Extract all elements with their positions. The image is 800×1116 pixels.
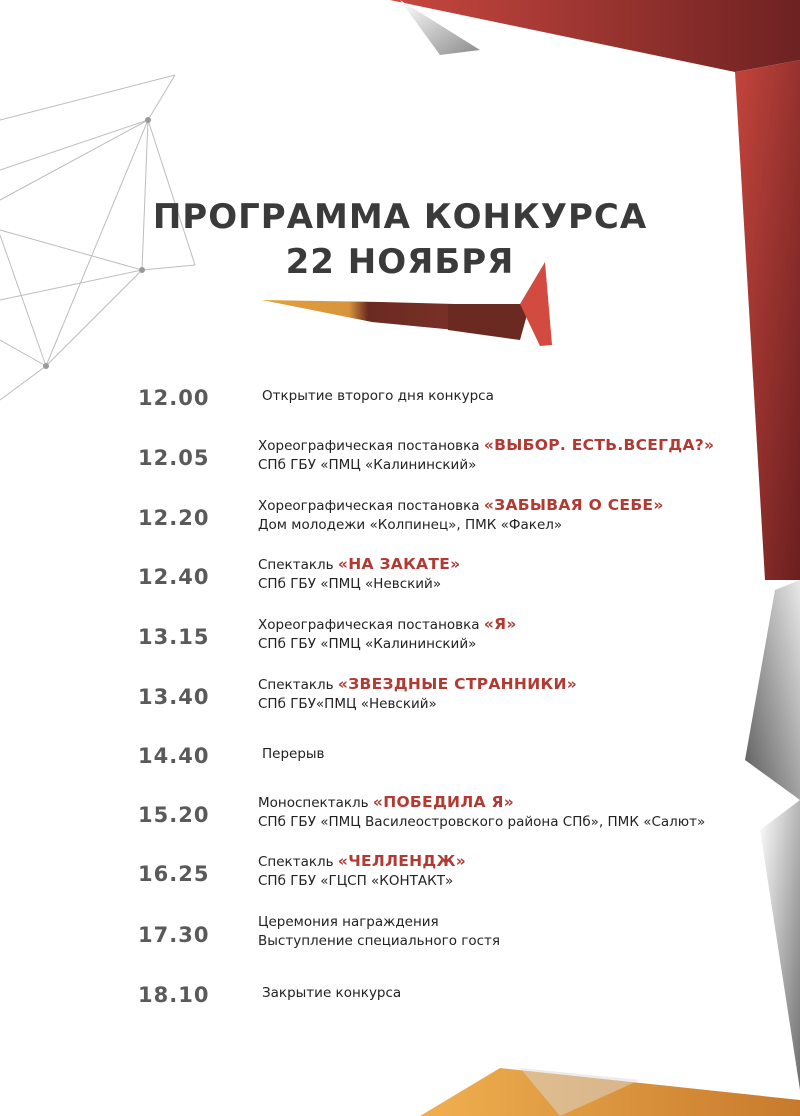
event-kind: Моноспектакль [258,795,373,811]
schedule-desc [262,387,782,406]
event-title: «ЗВЕЗДНЫЕ СТРАННИКИ» [337,675,578,693]
schedule-desc [262,984,782,1003]
event-org: СПб ГБУ «ПМЦ Василеостровского района СПб», ПМК «Салют» [258,814,706,830]
event-title: «Я» [483,615,517,633]
schedule-time: 12.00 [138,386,210,410]
event-kind: Спектакль [258,677,338,693]
schedule-desc [258,675,778,714]
event-title: «НА ЗАКАТЕ» [337,555,461,573]
schedule-time: 12.05 [138,446,210,470]
schedule-time: 13.15 [138,625,210,649]
event-kind: Открытие второго дня конкурса [262,388,494,404]
event-org: СПб ГБУ «ПМЦ «Невский» [258,576,442,592]
schedule-desc [258,793,778,832]
event-title: «ЧЕЛЛЕНДЖ» [337,852,467,870]
schedule-time: 18.10 [138,983,210,1007]
event-kind: Перерыв [262,746,325,762]
event-org: СПб ГБУ «ПМЦ «Калининский» [258,457,477,473]
event-title: «ВЫБОР. ЕСТЬ.ВСЕГДА?» [483,436,715,454]
schedule-time: 13.40 [138,685,210,709]
event-kind: Хореографическая постановка [258,498,484,514]
event-org: СПб ГБУ «ПМЦ «Калининский» [258,636,477,652]
schedule-desc [258,852,778,891]
schedule-desc [258,615,778,654]
event-kind: Спектакль [258,854,338,870]
schedule-desc [258,436,778,475]
event-org: Выступление специального гостя [258,933,501,949]
page-date: 22 НОЯБРЯ [285,242,515,282]
event-title: «ЗАБЫВАЯ О СЕБЕ» [483,496,664,514]
event-org: СПб ГБУ «ГЦСП «КОНТАКТ» [258,873,454,889]
schedule-time: 14.40 [138,744,210,768]
event-kind: Закрытие конкурса [262,985,402,1001]
schedule-time: 17.30 [138,923,210,947]
schedule-time: 12.40 [138,565,210,589]
schedule-desc [258,913,778,951]
page-title: ПРОГРАММА КОНКУРСА [152,197,648,237]
event-title: «ПОБЕДИЛА Я» [372,793,515,811]
schedule-time: 15.20 [138,803,210,827]
event-org: Дом молодежи «Колпинец», ПМК «Факел» [258,517,563,533]
schedule-time: 16.25 [138,862,210,886]
event-org: СПб ГБУ«ПМЦ «Невский» [258,696,437,712]
schedule-desc [258,555,778,594]
schedule-desc [262,745,782,764]
event-kind: Хореографическая постановка [258,438,484,454]
schedule-desc [258,496,778,535]
event-kind: Церемония награждения [258,914,439,930]
event-kind: Спектакль [258,557,338,573]
event-kind: Хореографическая постановка [258,617,484,633]
schedule-time: 12.20 [138,506,210,530]
